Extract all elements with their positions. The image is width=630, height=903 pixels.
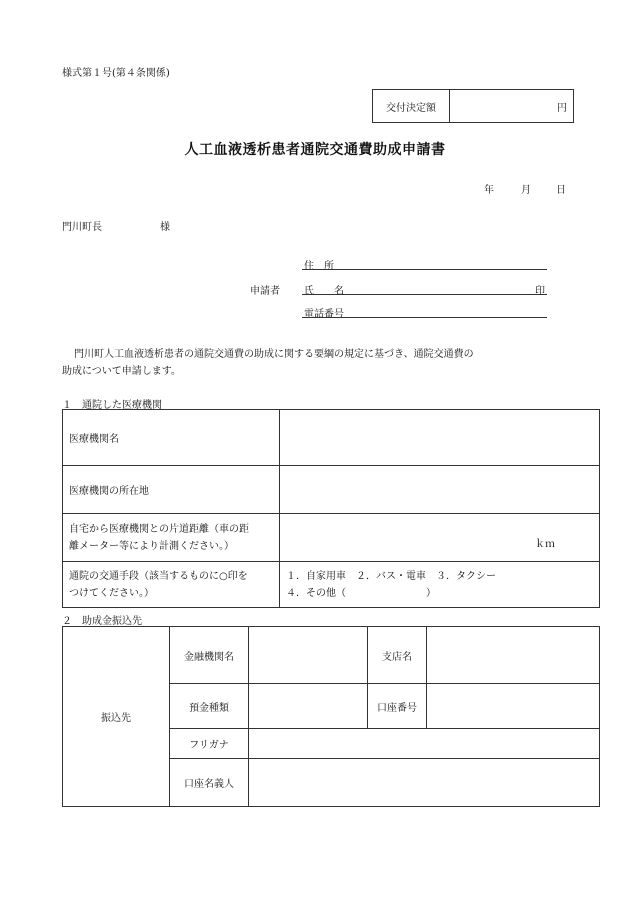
institution-address-field[interactable]	[280, 466, 600, 514]
deposit-type-field[interactable]	[249, 684, 368, 729]
section1-heading: １ 通院した医療機関	[62, 400, 162, 411]
body-text-line1: 門川町人工血液透析患者の通院交通費の助成に関する要綱の規定に基づき、通院交通費の	[74, 349, 474, 360]
decision-amount-field[interactable]	[450, 90, 574, 123]
form-number: 様式第１号(第４条関係)	[62, 68, 170, 79]
transport-options[interactable]	[280, 562, 600, 608]
decision-amount-box	[372, 89, 574, 123]
institution-address-label: 医療機関の所在地	[63, 466, 280, 514]
name-label: 氏 名	[304, 286, 344, 297]
distance-label	[63, 514, 280, 562]
branch-field[interactable]	[427, 627, 600, 684]
transport-label-line1: 通院の交通手段（該当するものに○印を	[69, 570, 248, 582]
addressee-honorific: 様	[160, 222, 170, 233]
transport-label	[63, 562, 280, 608]
decision-amount-label: 交付決定額	[373, 90, 450, 123]
bank-transfer-table	[62, 626, 600, 807]
addressee-name: 門川町長	[62, 222, 102, 233]
institution-name-field[interactable]	[280, 410, 600, 466]
transport-label-line2: つけてください。）	[69, 587, 154, 599]
account-number-field[interactable]	[427, 684, 600, 729]
distance-label-line2: 離メーター等により計測ください。）	[69, 540, 234, 552]
furigana-label: フリガナ	[170, 729, 249, 759]
medical-institution-table	[62, 409, 600, 608]
seal-mark: 印	[535, 286, 545, 297]
address-label: 住 所	[304, 261, 334, 272]
institution-name-label: 医療機関名	[63, 410, 280, 466]
address-line[interactable]	[302, 255, 547, 270]
furigana-field[interactable]	[249, 729, 600, 759]
date-month: 月	[521, 185, 531, 196]
account-holder-label: 口座名義人	[170, 759, 249, 807]
section2-heading: ２ 助成金振込先	[62, 616, 142, 627]
distance-field[interactable]	[280, 514, 600, 562]
yen-unit: 円	[557, 102, 567, 114]
phone-line[interactable]	[302, 303, 547, 318]
page-title: 人工血液透析患者通院交通費助成申請書	[184, 142, 446, 158]
transport-options-line1: １．自家用車 ２．バス・電車 ３．タクシー	[286, 570, 496, 582]
date-day: 日	[556, 185, 566, 196]
name-line[interactable]	[302, 280, 547, 295]
account-number-label: 口座番号	[368, 684, 427, 729]
distance-label-line1: 自宅から医療機関との片道距離（車の距	[69, 523, 249, 535]
applicant-label: 申請者	[250, 286, 280, 297]
body-text-line2: 助成について申請します。	[62, 366, 181, 377]
date-year: 年	[484, 185, 494, 196]
branch-label: 支店名	[368, 627, 427, 684]
transfer-destination-label: 振込先	[63, 627, 170, 807]
account-holder-field[interactable]	[249, 759, 600, 807]
km-unit: ｋｍ	[535, 539, 555, 550]
deposit-type-label: 預金種類	[170, 684, 249, 729]
phone-label: 電話番号	[304, 309, 344, 320]
bank-name-label: 金融機関名	[170, 627, 249, 684]
bank-name-field[interactable]	[249, 627, 368, 684]
transport-options-line2: ４．その他（ ）	[286, 587, 436, 599]
